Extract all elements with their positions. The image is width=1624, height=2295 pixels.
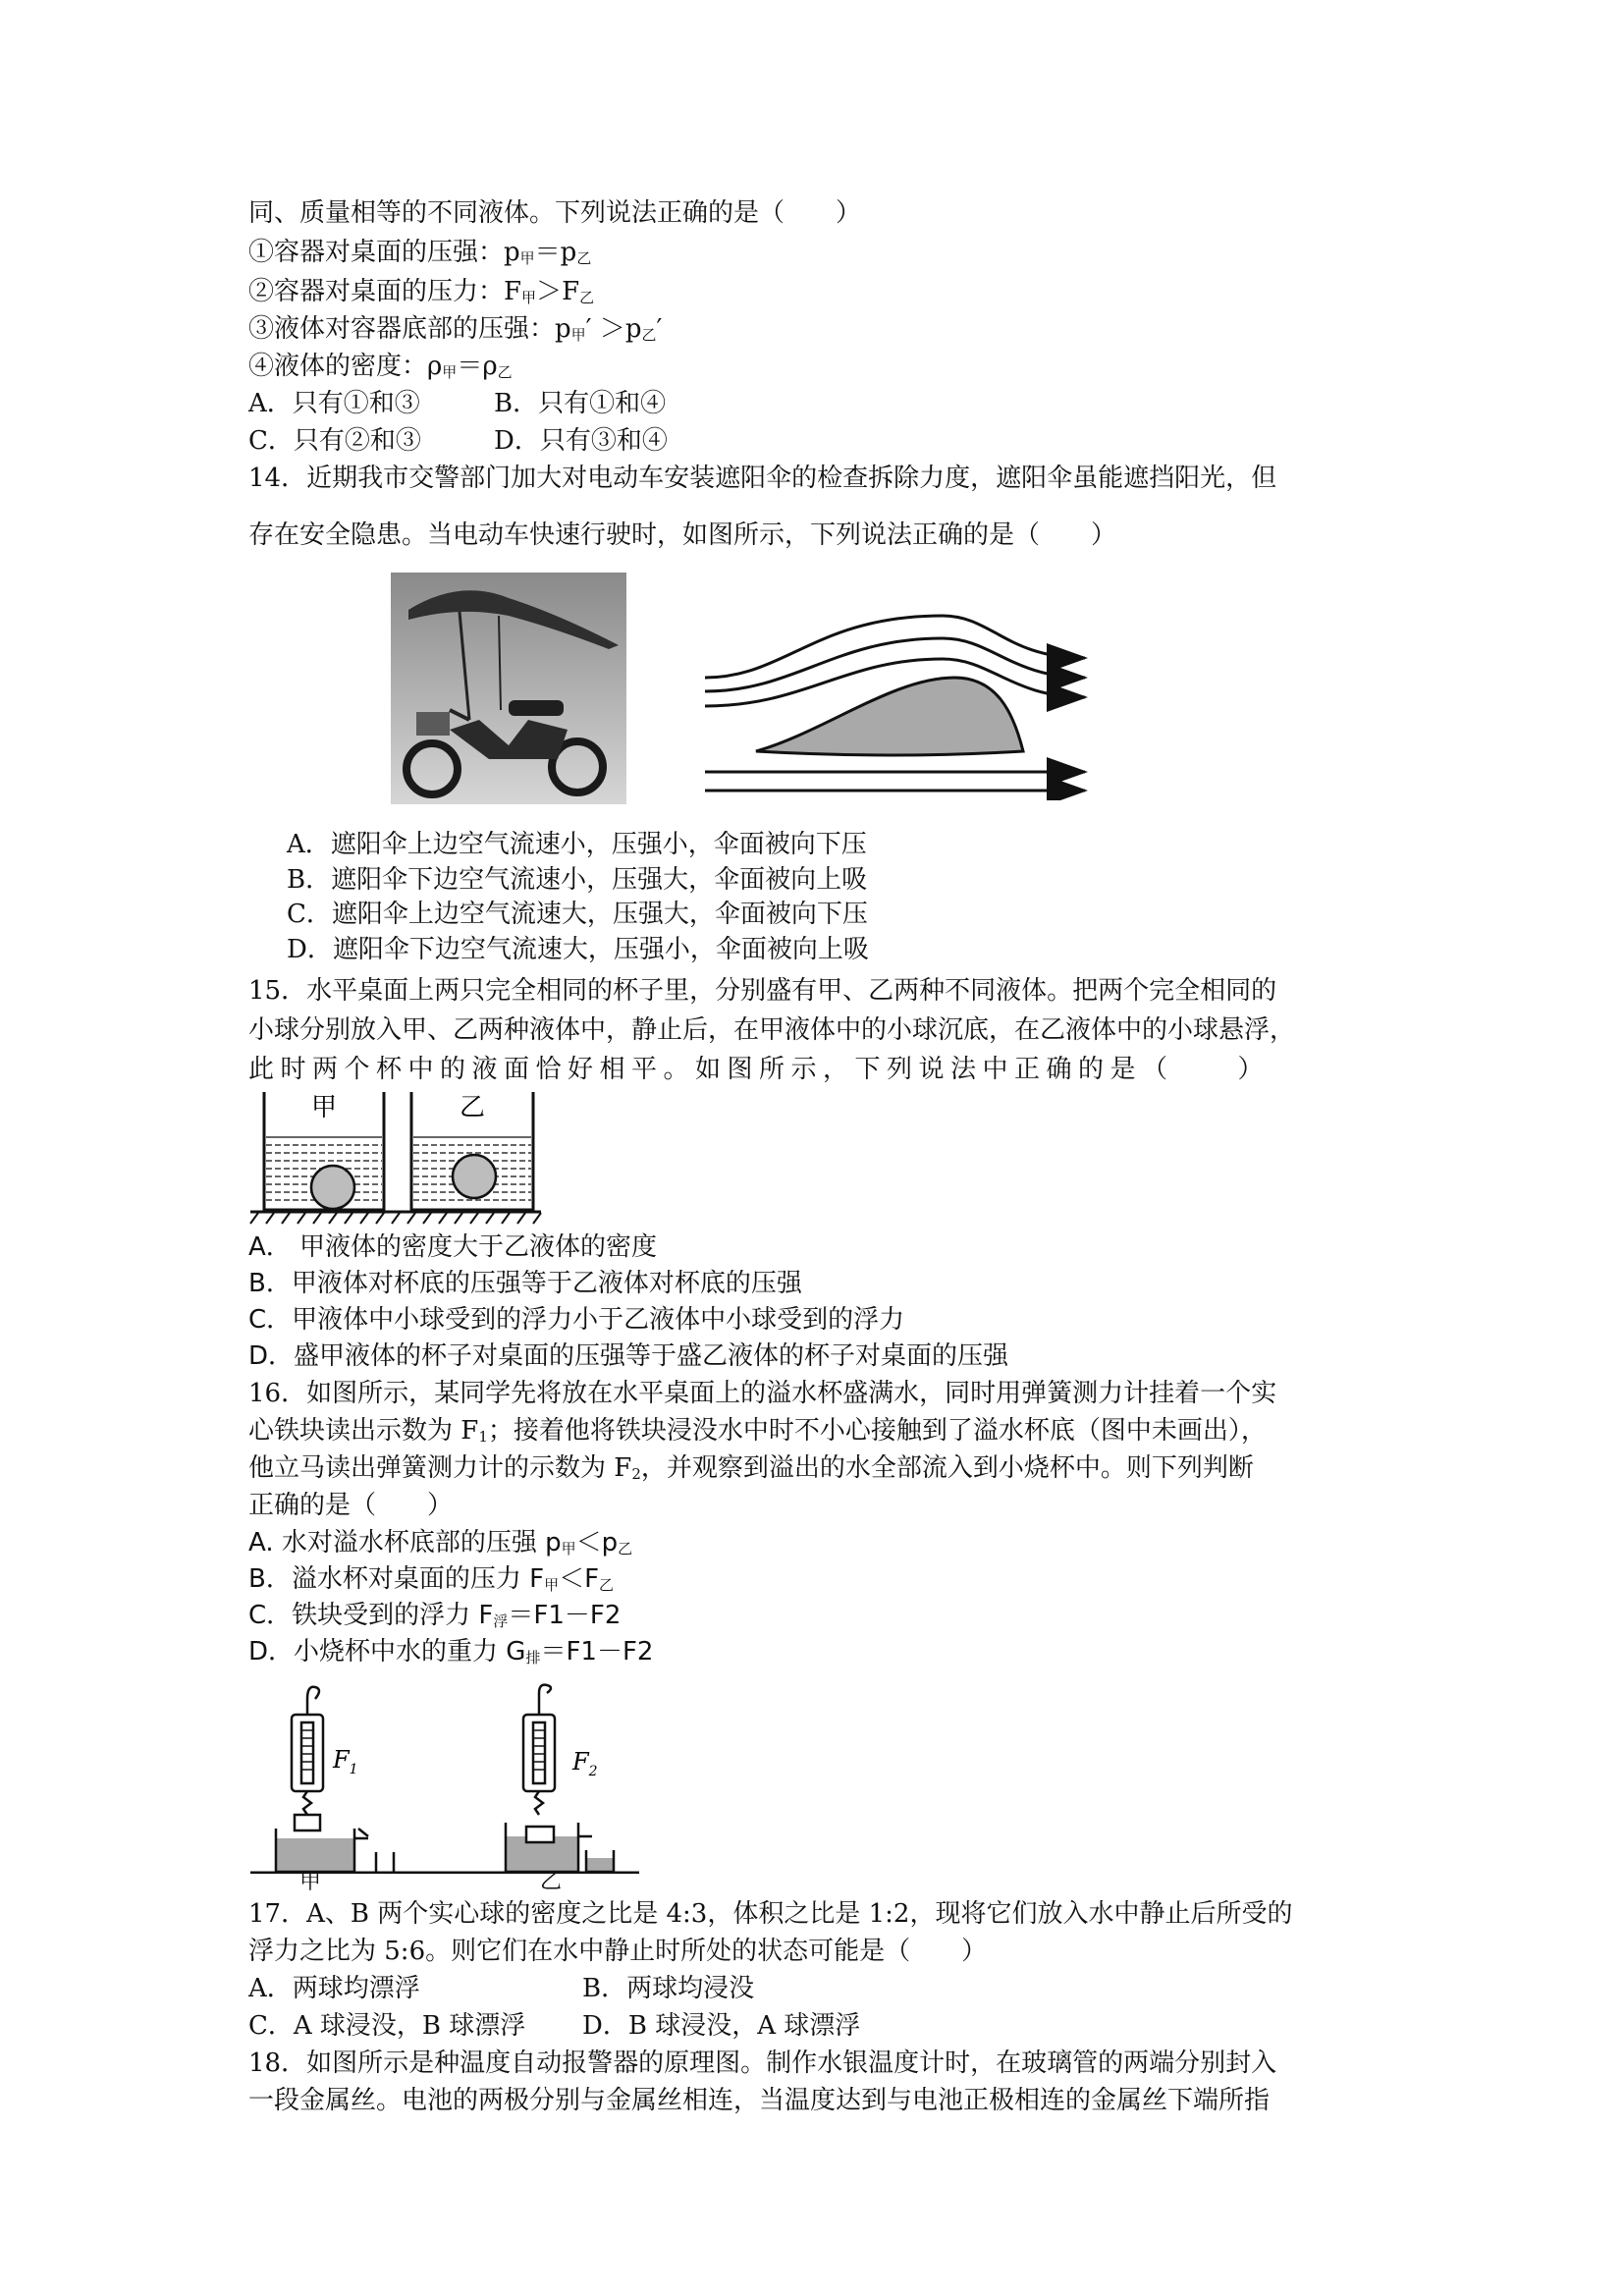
q16-stem-line-4: 正确的是（ ） — [248, 1491, 454, 1520]
q17-stem-line-2: 浮力之比为 5:6。则它们在水中静止时所处的状态可能是（ ） — [248, 1937, 988, 1966]
ebike-umbrella-photo — [391, 573, 626, 804]
q14-option-d: D．遮阳伞下边空气流速大，压强小，伞面被向上吸 — [287, 935, 869, 964]
q17-option-d: D．B 球浸没，A 球漂浮 — [582, 2011, 861, 2041]
q16-stem-line-2: 心铁块读出示数为 $F_1$；接着他将铁块浸没水中时不小心接触到了溢水杯底（图中未画出）， — [248, 1416, 1267, 1446]
q15-stem-line-3: 此时两个杯中的液面恰好相平。如图所示，下列说法中正确的是（ ） — [248, 1055, 1271, 1084]
q13-option-c: C．只有②和③ — [248, 426, 421, 456]
cup-label-jia: 甲 — [310, 1093, 338, 1122]
figure-label-yi: 乙 — [540, 1870, 563, 1894]
q15-option-a: A． 甲液体的密度大于乙液体的密度 — [248, 1232, 658, 1262]
force-label-f2: $F_2$ — [572, 1748, 598, 1779]
q15-stem-line-2: 小球分别放入甲、乙两种液体中，静止后，在甲液体中的小球沉底，在乙液体中的小球悬浮， — [248, 1015, 1296, 1045]
figure-label-jia: 甲 — [299, 1870, 322, 1894]
q15-stem-line-1: 15．水平桌面上两只完全相同的杯子里，分别盛有甲、乙两种不同液体。把两个完全相同的 — [248, 976, 1277, 1006]
q16-option-c: C．铁块受到的浮力 $F_浮=F1-F2$ — [248, 1601, 622, 1630]
two-cups-figure — [248, 1092, 543, 1226]
q13-option-d: D．只有③和④ — [494, 426, 668, 456]
q18-stem-line-2: 一段金属丝。电池的两极分别与金属丝相连，当温度达到与电池正极相连的金属丝下端所指 — [248, 2086, 1271, 2115]
q14-stem-line-1: 14．近期我市交警部门加大对电动车安装遮阳伞的检查拆除力度，遮阳伞虽能遮挡阳光，但 — [248, 464, 1277, 493]
q17-option-a: A．两球均漂浮 — [248, 1974, 420, 2003]
q16-option-b: B．溢水杯对桌面的压力 $F_甲<F_乙$ — [248, 1564, 615, 1594]
q13-statement-2: ②容器对桌面的压力：$F_甲>F_乙$ — [248, 277, 595, 306]
force-label-f1: $F_1$ — [333, 1746, 358, 1777]
q18-stem-line-1: 18．如图所示是种温度自动报警器的原理图。制作水银温度计时，在玻璃管的两端分别封入 — [248, 2049, 1277, 2078]
cup-label-yi: 乙 — [459, 1093, 486, 1122]
q16-option-a: A. 水对溢水杯底部的压强 $p_甲<p_乙$ — [248, 1528, 633, 1557]
q16-stem-line-1: 16．如图所示，某同学先将放在水平桌面上的溢水杯盛满水，同时用弹簧测力计挂着一个实 — [248, 1379, 1277, 1408]
q17-option-b: B．两球均浸没 — [582, 1974, 755, 2003]
q15-option-b: B．甲液体对杯底的压强等于乙液体对杯底的压强 — [248, 1269, 802, 1298]
q13-statement-3: ③液体对容器底部的压强：$p_甲' >p_乙'$ — [248, 314, 663, 344]
q13-statement-1: ①容器对桌面的压强：$p_甲=p_乙$ — [248, 238, 592, 267]
q15-option-c: C．甲液体中小球受到的浮力小于乙液体中小球受到的浮力 — [248, 1305, 905, 1335]
q16-stem-line-3: 他立马读出弹簧测力计的示数为 $F_2$，并观察到溢出的水全部流入到小烧杯中。则下列判断 — [248, 1453, 1254, 1483]
q14-option-a: A．遮阳伞上边空气流速小，压强小，伞面被向下压 — [287, 830, 867, 859]
q13-statement-4: ④液体的密度：$\rho_甲=\rho_乙$ — [248, 352, 513, 381]
q13-option-b: B．只有①和④ — [494, 389, 667, 418]
q14-option-b: B．遮阳伞下边空气流速小，压强大，伞面被向上吸 — [287, 865, 868, 895]
q13-stem-tail: 同、质量相等的不同液体。下列说法正确的是（ ） — [248, 198, 862, 228]
q17-stem-line-1: 17．A、B 两个实心球的密度之比是 4:3，体积之比是 1:2，现将它们放入水中静止后所受的 — [248, 1899, 1293, 1929]
q13-option-a: A．只有①和③ — [248, 389, 420, 418]
spring-scale-overflow-figure — [248, 1681, 641, 1874]
airflow-diagram — [697, 604, 1095, 800]
q14-stem-line-2: 存在安全隐患。当电动车快速行驶时，如图所示，下列说法正确的是（ ） — [248, 520, 1117, 550]
q14-option-c: C．遮阳伞上边空气流速大，压强大，伞面被向下压 — [287, 900, 868, 929]
q15-option-d: D．盛甲液体的杯子对桌面的压强等于盛乙液体的杯子对桌面的压强 — [248, 1341, 1009, 1371]
q16-option-d: D．小烧杯中水的重力 $G_排=F1-F2$ — [248, 1637, 654, 1667]
q17-option-c: C．A 球浸没，B 球漂浮 — [248, 2011, 526, 2041]
